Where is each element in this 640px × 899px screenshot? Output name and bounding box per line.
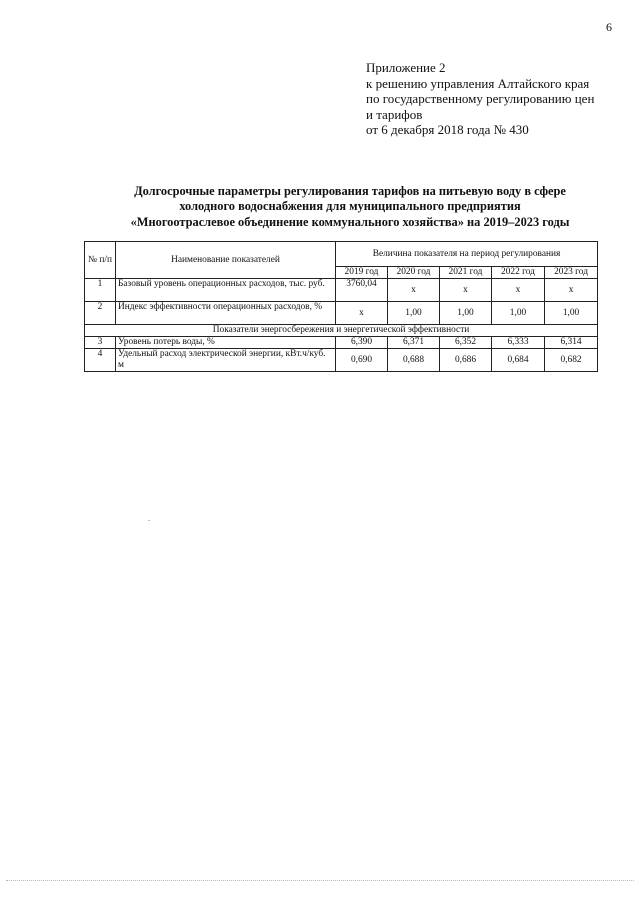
table-row [85, 279, 598, 302]
table-header-row [85, 242, 598, 267]
row-value: 1,00 [545, 302, 598, 325]
row-name: Удельный расход электрической энергии, кВт.ч/куб. м [116, 349, 336, 372]
row-name: Индекс эффективности операционных расходов, % [116, 302, 336, 325]
header-year: 2023 год [545, 267, 598, 279]
row-value: х [440, 279, 492, 302]
header-name: Наименование показателей [116, 242, 336, 279]
row-value: 6,333 [492, 337, 545, 349]
row-name: Уровень потерь воды, % [116, 337, 336, 349]
title-line: Долгосрочные параметры регулирования тарифов на питьевую воду в сфере [134, 184, 566, 198]
header-year: 2020 год [388, 267, 440, 279]
row-value: 6,390 [336, 337, 388, 349]
row-value: 6,352 [440, 337, 492, 349]
appendix-line: по государственному регулированию цен [366, 91, 595, 106]
title-line: «Многоотраслевое объединение коммунального хозяйства» на 2019–2023 годы [130, 214, 570, 229]
row-num: 2 [85, 302, 116, 325]
table-row [85, 349, 598, 372]
row-value: 1,00 [492, 302, 545, 325]
table-section-row [85, 325, 598, 337]
section-title: Показатели энергосбережения и энергетической эффективности [85, 325, 598, 337]
row-num: 1 [85, 279, 116, 302]
row-value: 1,00 [388, 302, 440, 325]
row-value: х [545, 279, 598, 302]
row-value: 0,688 [388, 349, 440, 372]
header-year: 2021 год [440, 267, 492, 279]
scan-edge-line [6, 880, 634, 881]
row-value: х [336, 302, 388, 325]
row-value: 1,00 [440, 302, 492, 325]
header-period: Величина показателя на период регулирования [336, 242, 598, 267]
row-value: 3760,04 [336, 279, 388, 302]
row-name: Базовый уровень операционных расходов, тыс. руб. [116, 279, 336, 302]
row-value: 0,690 [336, 349, 388, 372]
row-value: 6,371 [388, 337, 440, 349]
table-row [85, 302, 598, 325]
row-value: 0,684 [492, 349, 545, 372]
page-number: 6 [606, 20, 612, 34]
header-year: 2022 год [492, 267, 545, 279]
document-title [90, 184, 610, 230]
appendix-line: к решению управления Алтайского края [366, 75, 590, 91]
appendix-header [366, 60, 616, 138]
table-row [85, 337, 598, 349]
scan-speck [148, 520, 150, 521]
parameters-table [84, 241, 598, 372]
row-num: 4 [85, 349, 116, 372]
appendix-line: и тарифов [366, 106, 423, 122]
appendix-line: от 6 декабря 2018 года № 430 [366, 122, 529, 137]
header-year: 2019 год [336, 267, 388, 279]
row-value: 6,314 [545, 337, 598, 349]
row-num: 3 [85, 337, 116, 349]
header-num: № п/п [85, 242, 116, 279]
row-value: 0,682 [545, 349, 598, 372]
row-value: 0,686 [440, 349, 492, 372]
title-line: холодного водоснабжения для муниципального предприятия [179, 199, 521, 214]
row-value: х [492, 279, 545, 302]
row-value: х [388, 279, 440, 302]
appendix-line: Приложение 2 [366, 60, 446, 75]
